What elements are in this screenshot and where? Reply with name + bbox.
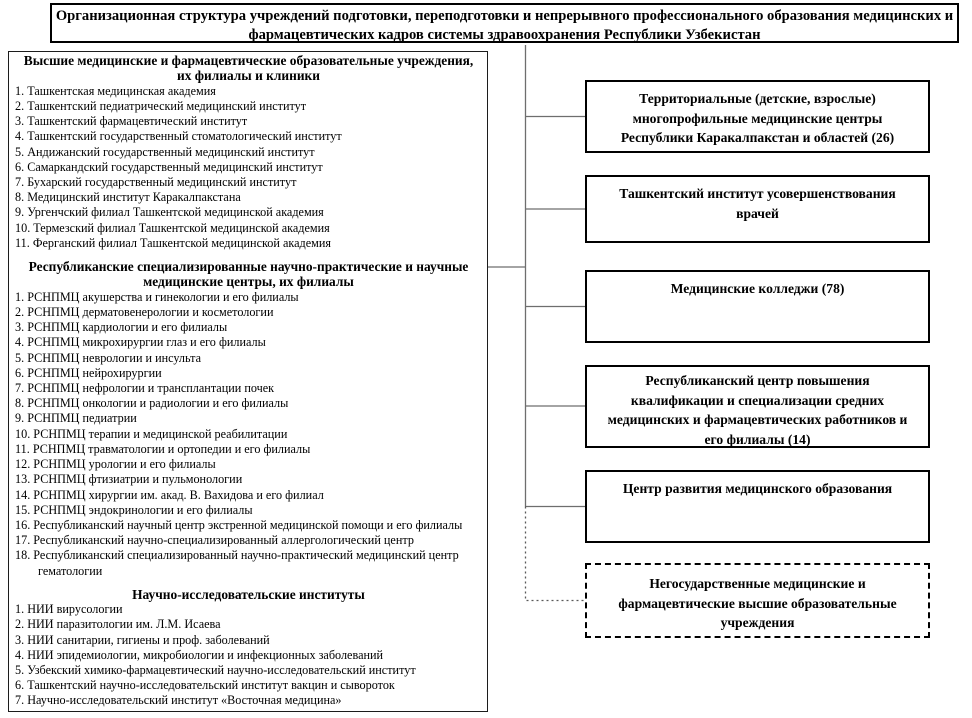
section-header: Научно-исследовательские институты: [132, 586, 365, 602]
list-item: 9. РСНПМЦ педиатрии: [15, 411, 137, 426]
list-item: 6. Самаркандский государственный медицинский институт: [15, 159, 323, 174]
list-item: 7. Бухарский государственный медицинский институт: [15, 175, 297, 190]
list-item: 1. Ташкентская медицинская академия: [15, 83, 216, 98]
list-item: 7. РСНПМЦ нефрологии и трансплантации почек: [15, 381, 275, 396]
section-item-list: [15, 84, 482, 251]
list-item: 2. НИИ паразитологии им. Л.М. Исаева: [15, 617, 221, 632]
list-item: 3. РСНПМЦ кардиологии и его филиалы: [15, 320, 228, 335]
list-item: 12. РСНПМЦ урологии и его филиалы: [15, 457, 216, 472]
node-medical-colleges: Медицинские колледжи (78): [585, 270, 930, 343]
list-item: 10. Термезский филиал Ташкентской медицинской академия: [15, 220, 330, 235]
list-item: 18. Республиканский специализированный научно-практический медицинский центр гематологии: [15, 548, 459, 578]
node-medical-education-development-center: Центр развития медицинского образования: [585, 470, 930, 543]
section-header: Республиканские специализированные научно-практические и научные медицинские центры, их филиалы: [28, 259, 469, 290]
list-item: 2. Ташкентский педиатрический медицинский институт: [15, 99, 307, 114]
section-item-list: [15, 602, 482, 708]
section-specialized-centers: [15, 259, 482, 579]
list-item: 5. Андижанский государственный медицинский институт: [15, 144, 315, 159]
node-non-state-higher-institutions: Негосударственные медицинские и фармацевтические высшие образовательные учреждения: [585, 563, 930, 638]
section-research-institutes: [15, 587, 482, 709]
list-item: 15. РСНПМЦ эндокринологии и его филиалы: [15, 502, 253, 517]
list-item: 4. РСНПМЦ микрохирургии глаз и его филиалы: [15, 335, 266, 350]
list-item: 2. РСНПМЦ дерматовенерологии и косметологии: [15, 305, 274, 320]
list-item: 9. Ургенчский филиал Ташкентской медицинской академия: [15, 205, 324, 220]
list-item: 4. НИИ эпидемиологии, микробиологии и инфекционных заболеваний: [15, 647, 384, 662]
section-item-list: [15, 290, 482, 579]
list-item: 11. РСНПМЦ травматологии и ортопедии и его филиалы: [15, 441, 311, 456]
node-territorial-medical-centers: Территориальные (детские, взрослые) многопрофильные медицинские центры Республики Каракалпакстан и областей (26): [585, 80, 930, 153]
node-tashkent-postgraduate-institute: Ташкентский институт усовершенствования врачей: [585, 175, 930, 243]
list-item: 5. Узбекский химико-фармацевтический научно-исследовательский институт: [15, 662, 416, 677]
list-item: 10. РСНПМЦ терапии и медицинской реабилитации: [15, 426, 288, 441]
node-republican-qualification-center: Республиканский центр повышения квалификации и специализации средних медицинских и фармацевтических работников и его филиалы (14): [585, 365, 930, 448]
list-item: 7. Научно-исследовательский институт «Восточная медицина»: [15, 693, 342, 708]
list-item: 6. РСНПМЦ нейрохирургии: [15, 365, 162, 380]
institutions-panel: [8, 51, 488, 712]
list-item: 16. Республиканский научный центр экстренной медицинской помощи и его филиалы: [15, 517, 463, 532]
list-item: 6. Ташкентский научно-исследовательский институт вакцин и сывороток: [15, 678, 395, 693]
list-item: 1. РСНПМЦ акушерства и гинекологии и его филиалы: [15, 289, 299, 304]
list-item: 8. РСНПМЦ онкологии и радиологии и его филиалы: [15, 396, 289, 411]
list-item: 8. Медицинский институт Каракалпакстана: [15, 190, 241, 205]
list-item: 13. РСНПМЦ фтизиатрии и пульмонологии: [15, 472, 243, 487]
chart-title: Организационная структура учреждений подготовки, переподготовки и непрерывного профессионального образования медицинских и фармацевтических кадров системы здравоохранения Республики Узбекистан: [50, 3, 959, 43]
section-higher-education: [15, 53, 482, 251]
section-header: Высшие медицинские и фармацевтические образовательные учреждения, их филиалы и клиники: [23, 53, 474, 84]
list-item: 5. РСНПМЦ неврологии и инсульта: [15, 350, 201, 365]
list-item: 17. Республиканский научно-специализированный аллергологический центр: [15, 533, 414, 548]
list-item: 3. Ташкентский фармацевтический институт: [15, 114, 248, 129]
list-item: 1. НИИ вирусологии: [15, 602, 123, 617]
list-item: 4. Ташкентский государственный стоматологический институт: [15, 129, 342, 144]
list-item: 3. НИИ санитарии, гигиены и проф. заболеваний: [15, 632, 270, 647]
list-item: 11. Ферганский филиал Ташкентской медицинской академия: [15, 235, 331, 250]
list-item: 14. РСНПМЦ хирургии им. акад. В. Вахидова и его филиал: [15, 487, 324, 502]
